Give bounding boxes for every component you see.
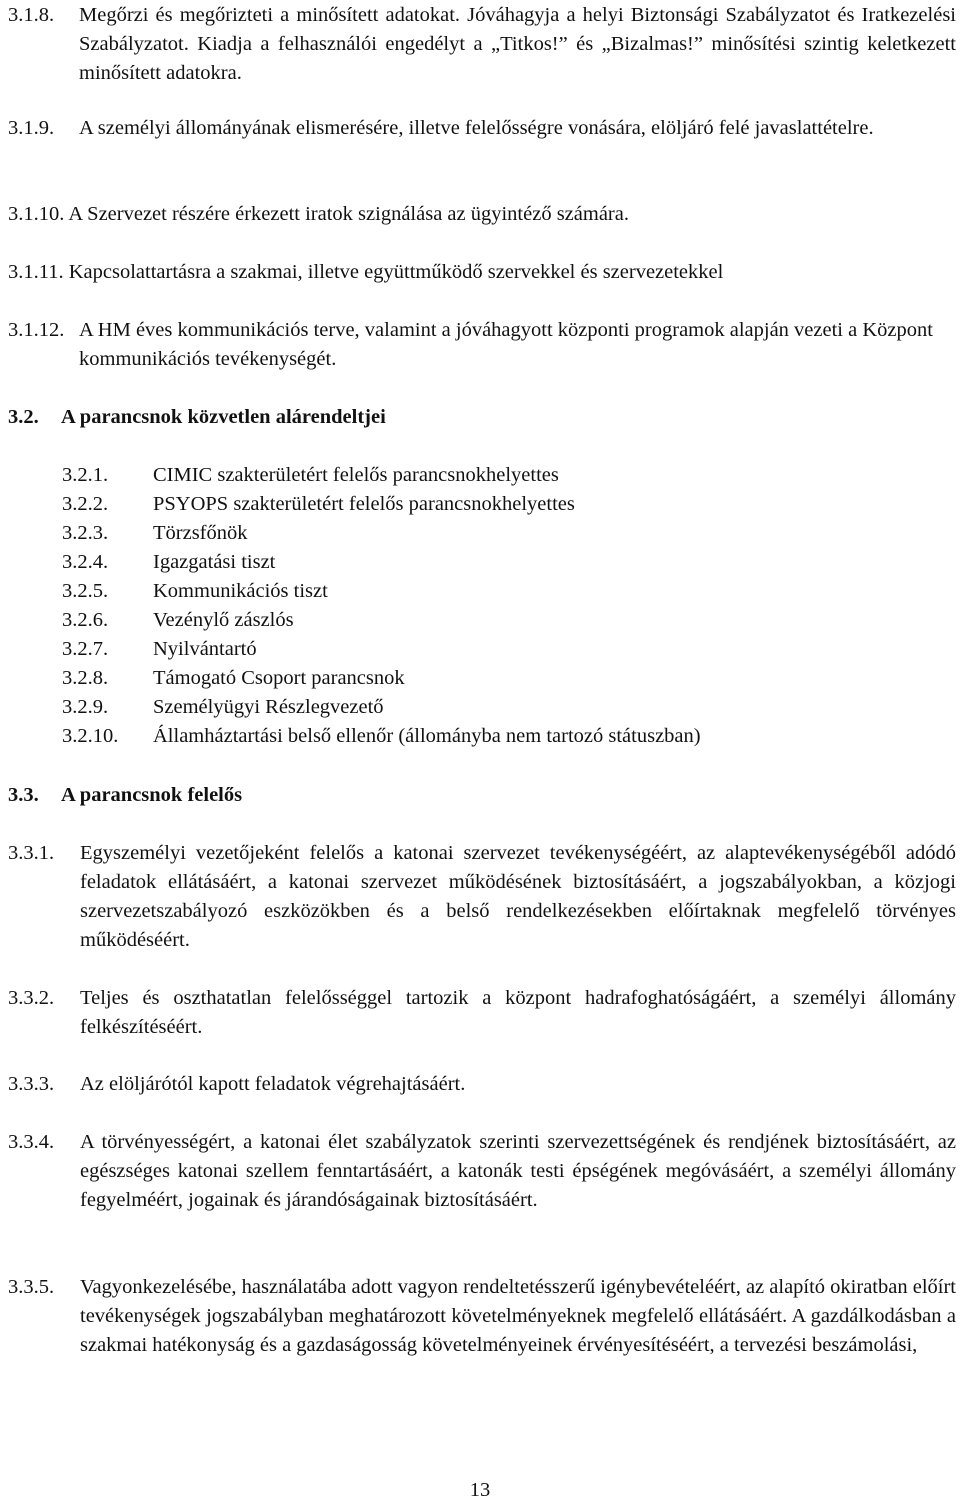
- list-item: [62, 693, 701, 722]
- list-item-text: Vezénylő zászlós: [153, 609, 294, 631]
- list-item-text: PSYOPS szakterületért felelős parancsnokhelyettes: [153, 493, 575, 515]
- item-number: 3.1.11.: [8, 261, 64, 283]
- item-number: 3.3.3.: [8, 1073, 55, 1095]
- item-number: 3.1.12.: [8, 319, 65, 341]
- list-item: [62, 461, 701, 490]
- section-number: 3.2.: [8, 406, 39, 428]
- item-number: 3.1.8.: [8, 4, 55, 26]
- item-number: 3.1.10.: [8, 203, 65, 225]
- list-item: [62, 722, 701, 751]
- list-item-text: Államháztartási belső ellenőr (állományba nem tartozó státuszban): [153, 725, 701, 747]
- list-item-number: 3.2.4.: [62, 551, 109, 573]
- list-item-number: 3.2.2.: [62, 493, 109, 515]
- list-item-number: 3.2.5.: [62, 580, 109, 602]
- item-text: Kapcsolattartásra a szakmai, illetve együttműködő szervekkel és szervezetekkel: [68, 261, 724, 283]
- item-3-3-3: [8, 1070, 956, 1099]
- item-3-1-8: [8, 1, 956, 88]
- item-3-1-12: [8, 316, 956, 374]
- item-number: 3.3.4.: [8, 1131, 55, 1153]
- list-item: [62, 519, 701, 548]
- item-text: A HM éves kommunikációs terve, valamint a jóváhagyott központi programok alapján vezeti a Központ kommunikációs tevékenységét.: [79, 319, 933, 370]
- item-text: Teljes és oszthatatlan felelősséggel tartozik a központ hadrafoghatóságáért, a személyi állomány felkészítéséért.: [80, 987, 956, 1038]
- list-item-text: Törzsfőnök: [153, 522, 248, 544]
- list-item-number: 3.2.8.: [62, 667, 109, 689]
- item-3-3-4: [8, 1128, 956, 1215]
- item-number: 3.1.9.: [8, 117, 55, 139]
- item-number: 3.3.5.: [8, 1276, 55, 1298]
- list-item: [62, 664, 701, 693]
- section-title: A parancsnok közvetlen alárendeltjei: [61, 406, 386, 428]
- item-3-3-2: [8, 984, 956, 1042]
- item-number: 3.3.2.: [8, 987, 55, 1009]
- item-text: A személyi állományának elismerésére, illetve felelősségre vonására, elöljáró felé javaslattételre.: [79, 117, 874, 139]
- list-item-number: 3.2.9.: [62, 696, 109, 718]
- list-item-number: 3.2.1.: [62, 464, 109, 486]
- section-title: A parancsnok felelős: [61, 784, 243, 806]
- list-item: [62, 606, 701, 635]
- item-3-1-10: [8, 200, 956, 229]
- subordinates-list: [62, 461, 701, 751]
- list-item-text: CIMIC szakterületért felelős parancsnokhelyettes: [153, 464, 559, 486]
- list-item-text: Támogató Csoport parancsnok: [153, 667, 405, 689]
- list-item-number: 3.2.3.: [62, 522, 109, 544]
- item-text: A Szervezet részére érkezett iratok szignálása az ügyintéző számára.: [68, 203, 629, 225]
- list-item: [62, 548, 701, 577]
- section-number: 3.3.: [8, 784, 39, 806]
- item-text: Egyszemélyi vezetőjeként felelős a katonai szervezet tevékenységéért, az alaptevékenységéből adódó feladatok ellátásáért, a katonai szervezet működésének biztosításáért, a jogszabályokban, a közjogi szervezetszabályozó eszközökben és a belső rendelkezésekben előírtaknak megfelelő törvényes működéséért.: [80, 842, 956, 951]
- list-item: [62, 635, 701, 664]
- item-text: Az elöljárótól kapott feladatok végrehajtásáért.: [80, 1073, 466, 1095]
- list-item-text: Kommunikációs tiszt: [153, 580, 328, 602]
- list-item-number: 3.2.7.: [62, 638, 109, 660]
- section-heading-3-2: [8, 403, 386, 432]
- item-text: Vagyonkezelésébe, használatába adott vagyon rendeltetésszerű igénybevételéért, az alapító okiratban előírt tevékenységek jogszabályban meghatározott követelményeknek megfelelő ellátásáért. A gazdálkodásban a szakmai hatékonyság és a gazdaságosság követelményeinek érvényesítéséért, a tervezési beszámolási,: [80, 1276, 956, 1356]
- section-heading-3-3: [8, 781, 242, 810]
- item-number: 3.3.1.: [8, 842, 55, 864]
- list-item-text: Nyilvántartó: [153, 638, 257, 660]
- list-item-text: Igazgatási tiszt: [153, 551, 276, 573]
- item-text: Megőrzi és megőrizteti a minősített adatokat. Jóváhagyja a helyi Biztonsági Szabályzatot és Iratkezelési Szabályzatot. Kiadja a felhasználói engedélyt a „Titkos!” és „Bizalmas!” minősítési szintig keletkezett minősített adatokra.: [79, 4, 956, 84]
- item-3-3-1: [8, 839, 956, 955]
- list-item-number: 3.2.6.: [62, 609, 109, 631]
- item-3-1-11: [8, 258, 956, 287]
- page-number: 13: [469, 1479, 491, 1501]
- item-text: A törvényességért, a katonai élet szabályzatok szerinti szervezettségének és rendjének biztosításáért, az egészséges katonai szellem fenntartásáért, a katonák testi épségének megóvásáért, a személyi állomány fegyelméért, jogainak és járandóságainak biztosításáért.: [80, 1131, 956, 1211]
- item-3-3-5: [8, 1273, 956, 1360]
- list-item-text: Személyügyi Részlegvezető: [153, 696, 384, 718]
- list-item: [62, 490, 701, 519]
- list-item-number: 3.2.10.: [62, 725, 119, 747]
- list-item: [62, 577, 701, 606]
- item-3-1-9: [8, 114, 956, 143]
